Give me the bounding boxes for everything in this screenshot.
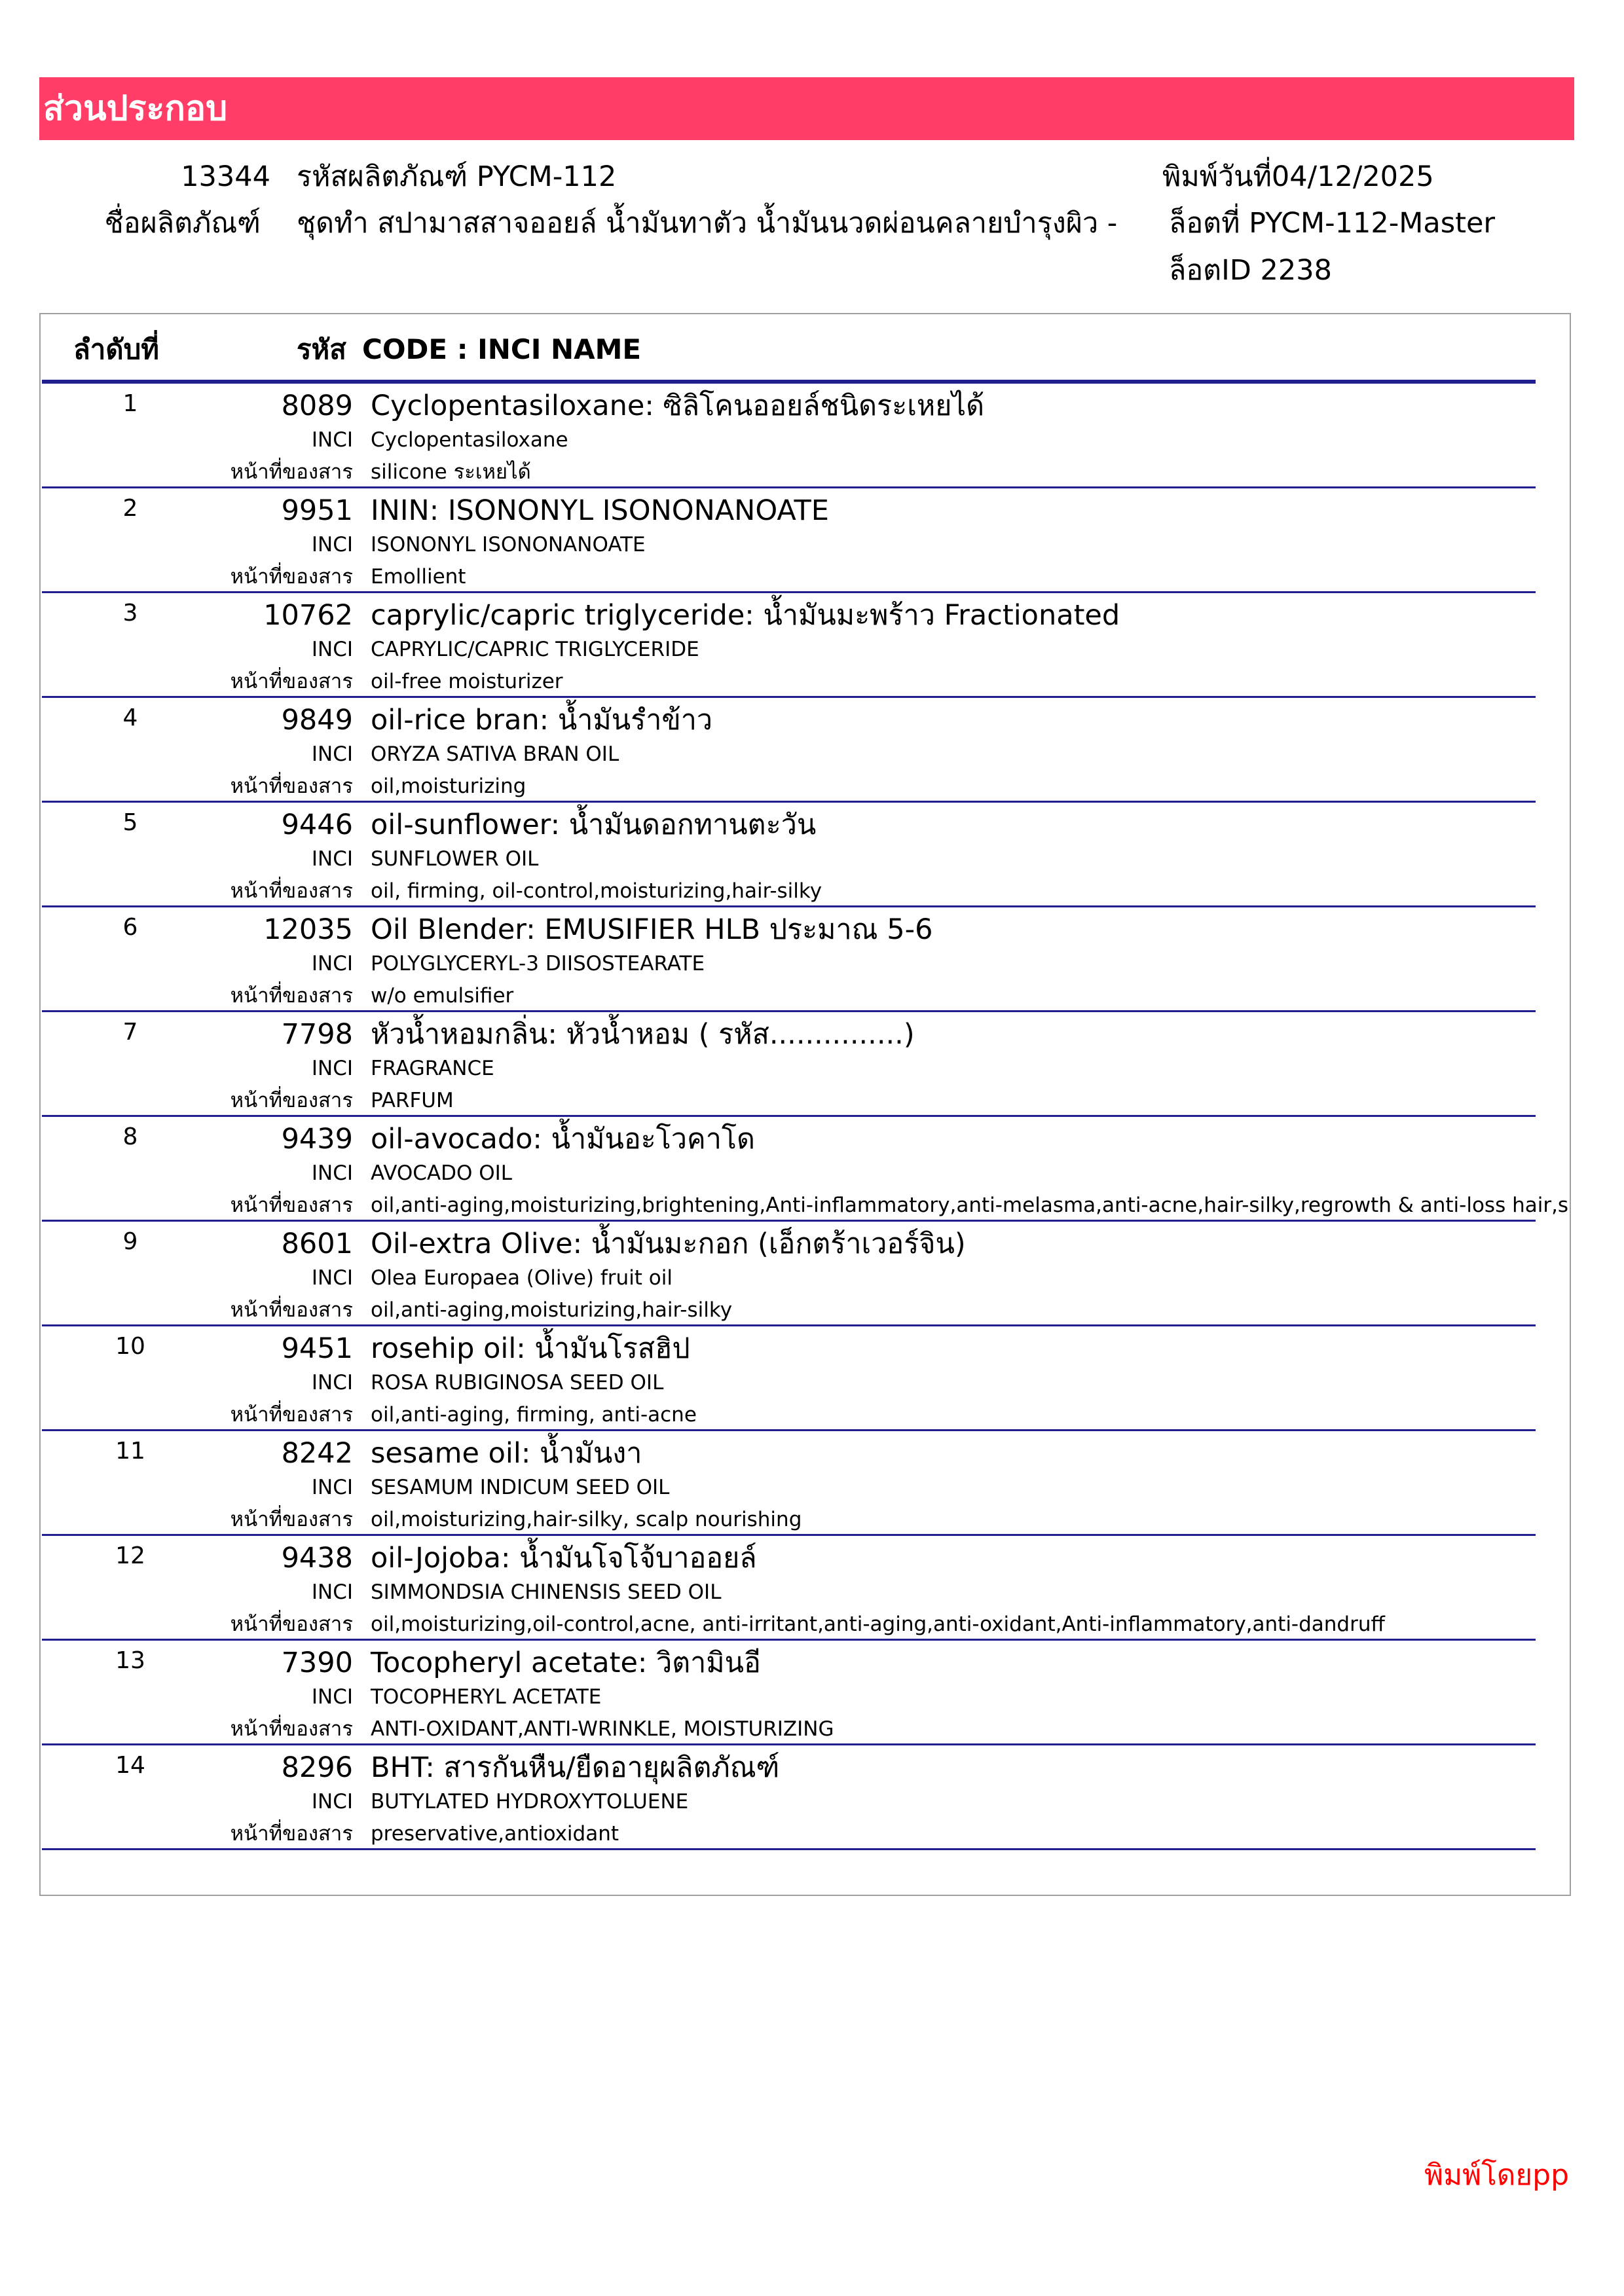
ingredient-code: 8296 (281, 1751, 353, 1784)
ingredient-code: 10762 (263, 599, 353, 632)
table-row (42, 1117, 1569, 1222)
function-label: หน้าที่ของสาร (230, 460, 353, 484)
ingredients-list (42, 384, 1569, 1850)
column-header-index: ลำดับที่ (73, 333, 159, 365)
inci-value: POLYGLYCERYL-3 DIISOSTEARATE (371, 952, 705, 975)
function-label: หน้าที่ของสาร (230, 984, 353, 1008)
inci-value: SESAMUM INDICUM SEED OIL (371, 1476, 670, 1499)
inci-label: INCI (311, 1266, 353, 1290)
ingredient-code: 9439 (281, 1123, 353, 1156)
row-index: 11 (115, 1438, 145, 1465)
table-row (42, 1222, 1536, 1326)
ingredient-code: 9951 (281, 494, 353, 527)
product-name-label: ชื่อผลิตภัณฑ์ (104, 207, 261, 240)
table-row (42, 1012, 1536, 1117)
table-row (42, 1745, 1536, 1850)
function-value: oil,anti-aging,moisturizing,hair-silky (371, 1298, 733, 1322)
ingredient-name: BHT: สารกันหืน/ยืดอายุผลิตภัณฑ์ (371, 1751, 780, 1784)
row-index: 14 (115, 1752, 145, 1779)
ingredient-name: Oil Blender: EMUSIFIER HLB ประมาณ 5-6 (371, 913, 933, 946)
table-row (42, 1326, 1536, 1431)
ingredient-name: oil-sunflower: น้ำมันดอกทานตะวัน (371, 809, 817, 841)
function-label: หน้าที่ของสาร (230, 774, 353, 798)
ingredient-name: Cyclopentasiloxane: ซิลิโคนออยล์ชนิดระเหยได้ (371, 390, 984, 422)
row-index: 6 (122, 914, 138, 941)
row-index: 3 (122, 600, 138, 627)
function-label: หน้าที่ของสาร (230, 879, 353, 903)
row-index: 7 (122, 1019, 138, 1046)
table-row (42, 488, 1536, 593)
printed-by: พิมพ์โดยpp (1424, 2159, 1569, 2192)
function-label: หน้าที่ของสาร (230, 670, 353, 693)
product-id: 13344 (181, 160, 270, 193)
row-index: 9 (122, 1228, 138, 1255)
inci-value: TOCOPHERYL ACETATE (371, 1685, 602, 1709)
inci-value: ISONONYL ISONONANOATE (371, 533, 646, 556)
ingredient-name: oil-avocado: น้ำมันอะโวคาโด (371, 1123, 755, 1156)
row-index: 12 (115, 1542, 145, 1569)
inci-value: CAPRYLIC/CAPRIC TRIGLYCERIDE (371, 638, 699, 661)
function-value: PARFUM (371, 1089, 454, 1112)
inci-value: Olea Europaea (Olive) fruit oil (371, 1266, 673, 1290)
inci-value: SUNFLOWER OIL (371, 847, 539, 871)
product-name: ชุดทำ สปามาสสาจออยล์ น้ำมันทาตัว น้ำมันนวดผ่อนคลายบำรุงผิว - (297, 207, 1118, 240)
ingredient-name: Oil-extra Olive: น้ำมันมะกอก (เอ็กตร้าเวอร์จิน) (371, 1228, 966, 1260)
table-row (42, 907, 1536, 1012)
function-label: หน้าที่ของสาร (230, 1613, 353, 1636)
row-index: 5 (122, 809, 138, 836)
inci-label: INCI (311, 952, 353, 975)
function-value: Emollient (371, 565, 466, 589)
inci-label: INCI (311, 1057, 353, 1080)
function-value: oil,moisturizing,hair-silky, scalp nourishing (371, 1508, 802, 1531)
title-bar (39, 77, 1574, 140)
ingredient-name: oil-Jojoba: น้ำมันโจโจ้บาออยล์ (371, 1542, 757, 1575)
table-row (42, 1431, 1536, 1536)
ingredient-name: หัวน้ำหอมกลิ่น: หัวน้ำหอม ( รหัส...............) (371, 1018, 915, 1051)
inci-value: AVOCADO OIL (371, 1161, 513, 1185)
function-value: silicone ระเหยได้ (371, 460, 531, 484)
row-index: 1 (122, 390, 138, 417)
inci-label: INCI (311, 1371, 353, 1394)
ingredient-code: 9446 (281, 809, 353, 841)
row-index: 2 (122, 495, 138, 522)
function-value: oil,moisturizing (371, 774, 526, 798)
function-value: oil,anti-aging, firming, anti-acne (371, 1403, 697, 1427)
inci-value: FRAGRANCE (371, 1057, 494, 1080)
inci-value: BUTYLATED HYDROXYTOLUENE (371, 1790, 689, 1813)
inci-value: SIMMONDSIA CHINENSIS SEED OIL (371, 1580, 722, 1604)
inci-value: ROSA RUBIGINOSA SEED OIL (371, 1371, 664, 1394)
function-value: oil,moisturizing,oil-control,acne, anti-irritant,anti-aging,anti-oxidant,Anti-inflammatory,anti-dandruff (371, 1613, 1385, 1636)
function-label: หน้าที่ของสาร (230, 1508, 353, 1531)
product-code: รหัสผลิตภัณฑ์ PYCM-112 (297, 160, 617, 193)
ingredient-name: caprylic/capric triglyceride: น้ำมันมะพร้าว Fractionated (371, 599, 1120, 632)
row-index: 8 (122, 1123, 138, 1150)
inci-label: INCI (311, 1790, 353, 1813)
table-row (42, 1641, 1536, 1745)
inci-label: INCI (311, 1580, 353, 1604)
ingredient-code: 7798 (281, 1018, 353, 1051)
table-row (42, 1536, 1536, 1641)
column-header-inci-name: CODE : INCI NAME (362, 333, 642, 365)
ingredient-name: ININ: ISONONYL ISONONANOATE (371, 494, 829, 527)
inci-label: INCI (311, 742, 353, 766)
inci-label: INCI (311, 1161, 353, 1185)
row-index: 13 (115, 1647, 145, 1674)
ingredient-code: 8089 (281, 390, 353, 422)
table-row (42, 803, 1536, 907)
inci-value: ORYZA SATIVA BRAN OIL (371, 742, 619, 766)
table-row (42, 384, 1536, 488)
ingredient-code: 7390 (281, 1647, 353, 1679)
ingredient-code: 9451 (281, 1332, 353, 1365)
print-date: พิมพ์วันที่04/12/2025 (1162, 160, 1434, 193)
function-value: oil, firming, oil-control,moisturizing,hair-silky (371, 879, 822, 903)
function-value: oil-free moisturizer (371, 670, 563, 693)
inci-label: INCI (311, 533, 353, 556)
function-label: หน้าที่ของสาร (230, 1822, 353, 1846)
inci-label: INCI (311, 847, 353, 871)
function-value: oil,anti-aging,moisturizing,brightening,Anti-inflammatory,anti-melasma,anti-acne,hair-silky,regrowth & anti-loss hair,s (371, 1194, 1569, 1217)
lot-number: ล็อตที่ PYCM-112-Master (1169, 207, 1496, 240)
function-label: หน้าที่ของสาร (230, 1194, 353, 1217)
ingredient-code: 12035 (263, 913, 353, 946)
function-label: หน้าที่ของสาร (230, 1403, 353, 1427)
ingredient-name: rosehip oil: น้ำมันโรสฮิป (371, 1332, 690, 1365)
ingredient-name: Tocopheryl acetate: วิตามินอี (371, 1647, 761, 1679)
function-value: w/o emulsifier (371, 984, 514, 1008)
table-row (42, 593, 1536, 698)
inci-label: INCI (311, 638, 353, 661)
ingredient-code: 9849 (281, 704, 353, 737)
function-value: preservative,antioxidant (371, 1822, 619, 1846)
inci-label: INCI (311, 1685, 353, 1709)
function-label: หน้าที่ของสาร (230, 565, 353, 589)
inci-label: INCI (311, 428, 353, 452)
ingredient-name: sesame oil: น้ำมันงา (371, 1437, 642, 1470)
inci-label: INCI (311, 1476, 353, 1499)
function-value: ANTI-OXIDANT,ANTI-WRINKLE, MOISTURIZING (371, 1717, 834, 1741)
function-label: หน้าที่ของสาร (230, 1298, 353, 1322)
ingredient-code: 8601 (281, 1228, 353, 1260)
ingredient-code: 9438 (281, 1542, 353, 1575)
inci-value: Cyclopentasiloxane (371, 428, 568, 452)
row-index: 4 (122, 704, 138, 731)
page-title: ส่วนประกอบ (43, 89, 228, 128)
row-index: 10 (115, 1333, 145, 1360)
column-header-code: รหัส (297, 333, 346, 365)
function-label: หน้าที่ของสาร (230, 1717, 353, 1741)
ingredient-name: oil-rice bran: น้ำมันรำข้าว (371, 704, 713, 737)
lot-id: ล็อตID 2238 (1169, 254, 1332, 287)
table-row (42, 698, 1536, 803)
ingredient-code: 8242 (281, 1437, 353, 1470)
function-label: หน้าที่ของสาร (230, 1089, 353, 1112)
